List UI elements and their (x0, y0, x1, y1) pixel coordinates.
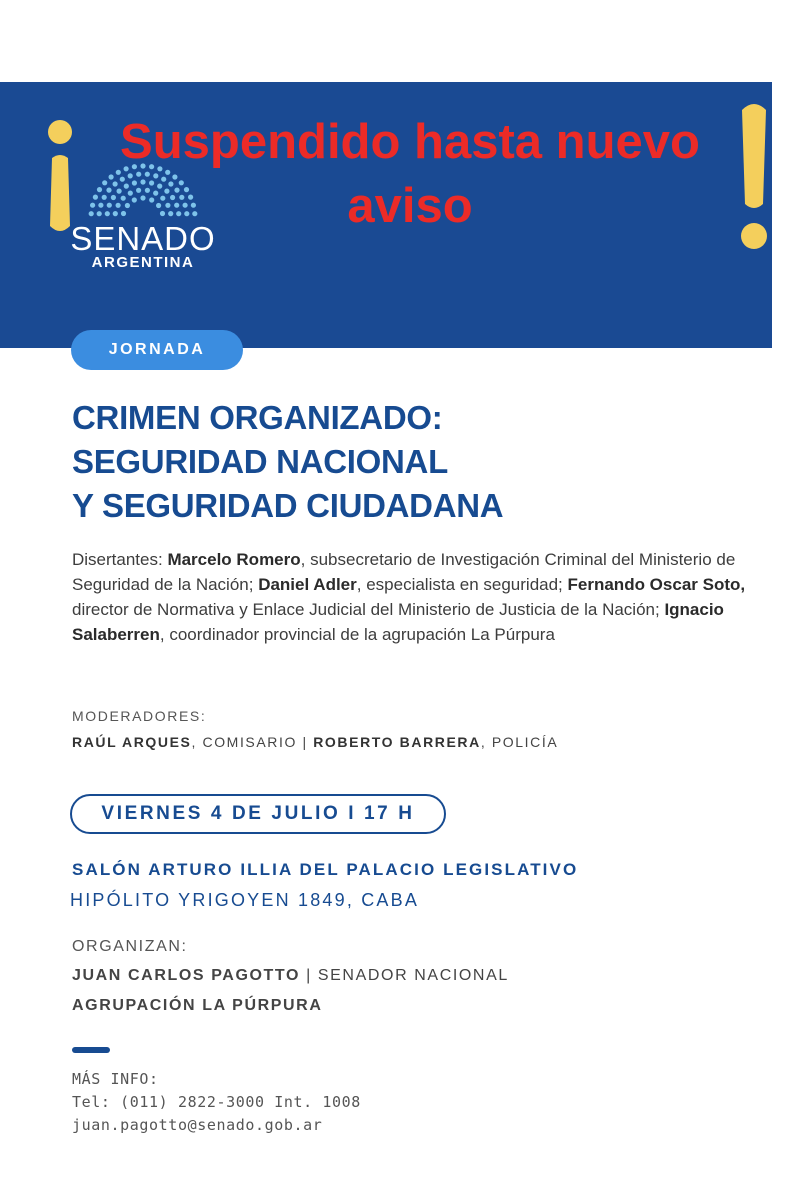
organizer-name: JUAN CARLOS PAGOTTO (72, 967, 301, 984)
organizer-role: | SENADOR NACIONAL (300, 967, 509, 984)
speaker-role: , subsecretario de Investigación Criminal del Ministerio de Seguridad de la Nación; (72, 550, 736, 594)
moderator-name: ROBERTO BARRERA (313, 734, 481, 750)
speakers-intro: Disertantes: (72, 550, 168, 569)
event-title (72, 396, 772, 528)
logo-subtitle: ARGENTINA (91, 254, 195, 271)
info-label: MÁS INFO: (72, 1070, 159, 1088)
info-email: juan.pagotto@senado.gob.ar (72, 1116, 323, 1134)
moderator-role: , COMISARIO | (191, 734, 314, 750)
speaker-name: Fernando Oscar Soto, (567, 575, 746, 594)
moderator-name: RAÚL ARQUES (72, 734, 192, 750)
moderators-label: MODERADORES: (72, 708, 207, 724)
speaker-role: , coordinador provincial de la agrupación La Púrpura (159, 625, 555, 644)
speaker-role: director de Normativa y Enlace Judicial del Ministerio de Justicia de la Nación; (72, 600, 665, 619)
suspension-notice: Suspendido hasta nuevo aviso (120, 115, 700, 233)
title-line: Y SEGURIDAD CIUDADANA (72, 487, 504, 524)
event-type-badge: JORNADA (71, 330, 243, 370)
logo-name: SENADO (70, 220, 216, 257)
organizer-line (72, 967, 509, 985)
organizer-group: AGRUPACIÓN LA PÚRPURA (72, 997, 323, 1014)
title-line: SEGURIDAD NACIONAL (72, 443, 448, 480)
info-phone: Tel: (011) 2822-3000 Int. 1008 (72, 1093, 361, 1111)
moderator-role: , POLICÍA (480, 734, 559, 750)
organizers-label: ORGANIZAN: (72, 938, 188, 955)
event-venue: SALÓN ARTURO ILLIA DEL PALACIO LEGISLATIVO (72, 860, 579, 879)
event-address: HIPÓLITO YRIGOYEN 1849, CABA (70, 890, 420, 910)
speaker-name: Ignacio Salaberren (72, 600, 724, 644)
event-date-badge: VIERNES 4 DE JULIO I 17 H (70, 794, 446, 834)
speakers-paragraph (72, 547, 772, 647)
speaker-name: Marcelo Romero (167, 550, 301, 569)
title-line: CRIMEN ORGANIZADO: (72, 399, 443, 436)
speaker-role: , especialista en seguridad; (356, 575, 568, 594)
moderators-line (72, 734, 558, 750)
section-divider (72, 1047, 110, 1053)
speaker-name: Daniel Adler (258, 575, 357, 594)
